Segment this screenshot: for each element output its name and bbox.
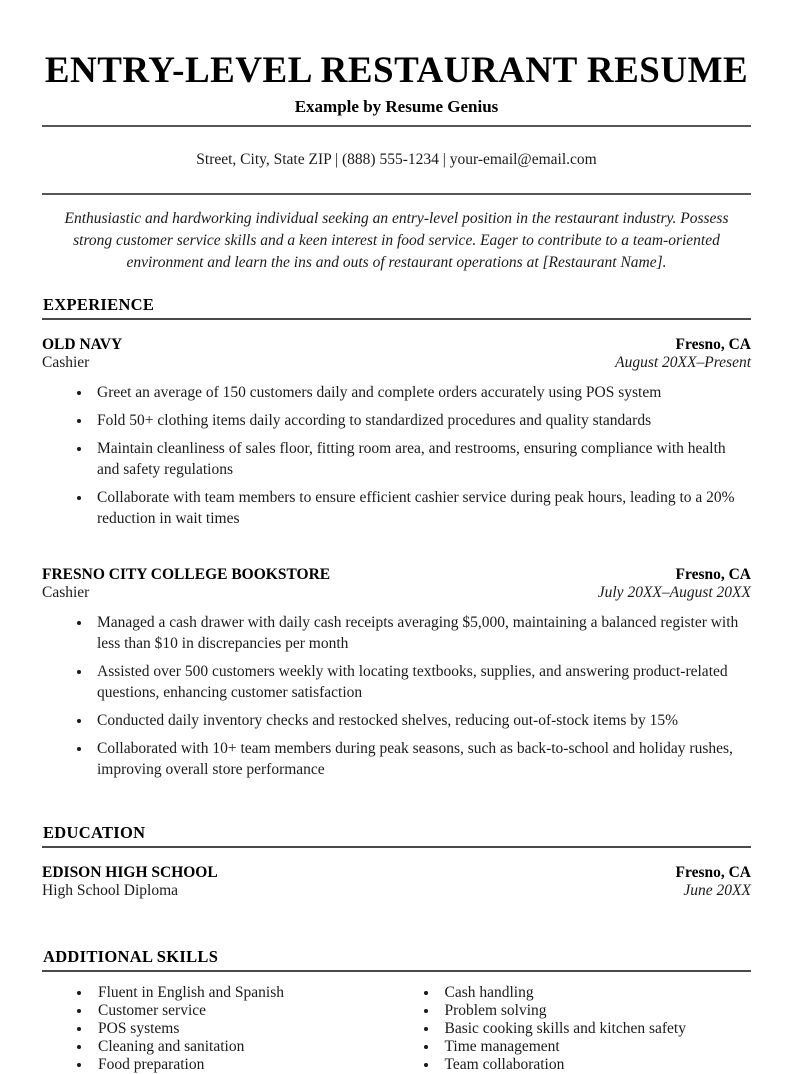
job-bullet: • Greet an average of 150 customers daily and complete orders accurately using POS system — [92, 382, 751, 403]
job-bullet: • Collaborate with team members to ensure efficient cashier service during peak hours, leading to a 20% reduction in wait times — [92, 487, 751, 529]
page-subtitle: Example by Resume Genius — [294, 97, 499, 116]
skills-section — [42, 947, 751, 1074]
skill-item: • Food preparation — [92, 1056, 397, 1074]
job-header-row — [42, 336, 751, 354]
skills-column-right — [397, 984, 752, 1074]
job-entry — [42, 566, 751, 780]
contact-line: Street, City, State ZIP | (888) 555-1234 | your-email@email.com — [196, 151, 597, 168]
education-section — [42, 823, 751, 900]
degree: High School Diploma — [42, 882, 179, 899]
skill-item: • Problem solving — [439, 1002, 752, 1020]
skills-column-left — [42, 984, 397, 1074]
skill-item: • Cleaning and sanitation — [92, 1038, 397, 1056]
job-dates: July 20XX–August 20XX — [597, 584, 751, 601]
company-name: FRESNO CITY COLLEGE BOOKSTORE — [42, 566, 331, 583]
job-bullet: • Assisted over 500 customers weekly with locating textbooks, supplies, and answering product-related questions, enhancing customer satisfaction — [92, 661, 751, 703]
section-heading-experience: EXPERIENCE — [42, 295, 751, 320]
school-location: Fresno, CA — [675, 864, 751, 881]
education-header-row — [42, 864, 751, 882]
job-bullet-list — [42, 612, 751, 780]
section-heading-skills: ADDITIONAL SKILLS — [42, 947, 751, 972]
skill-item: • Team collaboration — [439, 1056, 752, 1074]
education-entry — [42, 864, 751, 900]
page-title: ENTRY-LEVEL RESTAURANT RESUME — [44, 50, 749, 91]
header-divider-bottom — [42, 193, 751, 195]
job-location: Fresno, CA — [675, 566, 751, 583]
job-bullet: • Collaborated with 10+ team members during peak seasons, such as back-to-school and holiday rushes, improving overall store performance — [92, 738, 751, 780]
job-header-row — [42, 566, 751, 584]
company-name: OLD NAVY — [42, 336, 123, 353]
graduation-date: June 20XX — [683, 882, 751, 899]
job-bullet: • Conducted daily inventory checks and restocked shelves, reducing out-of-stock items by 15% — [92, 710, 751, 731]
skills-list-left — [42, 984, 397, 1074]
job-bullet: • Maintain cleanliness of sales floor, fitting room area, and restrooms, ensuring compliance with health and safety regulations — [92, 438, 751, 480]
job-title: Cashier — [42, 354, 90, 371]
education-subheader-row — [42, 882, 751, 900]
summary-text: Enthusiastic and hardworking individual seeking an entry-level position in the restaurant industry. Possess strong customer service skills and a keen interest in food service. Eager to contribute to a team-oriented environment and learn the ins and outs of restaurant operations at [Restaurant Name]. — [64, 210, 729, 271]
school-name: EDISON HIGH SCHOOL — [42, 864, 218, 881]
job-location: Fresno, CA — [675, 336, 751, 353]
job-entry — [42, 336, 751, 529]
job-title: Cashier — [42, 584, 90, 601]
skill-item: • Basic cooking skills and kitchen safety — [439, 1020, 752, 1038]
section-heading-education: EDUCATION — [42, 823, 751, 848]
skill-item: • Cash handling — [439, 984, 752, 1002]
skill-item: • Customer service — [92, 1002, 397, 1020]
job-subheader-row — [42, 584, 751, 602]
job-bullet-list — [42, 382, 751, 529]
experience-section — [42, 295, 751, 780]
header-divider-top — [42, 125, 751, 127]
job-bullet: • Managed a cash drawer with daily cash receipts averaging $5,000, maintaining a balanced register with less than $10 in discrepancies per month — [92, 612, 751, 654]
job-bullet: • Fold 50+ clothing items daily according to standardized procedures and quality standards — [92, 410, 751, 431]
job-dates: August 20XX–Present — [615, 354, 751, 371]
skill-item: • Fluent in English and Spanish — [92, 984, 397, 1002]
skill-item: • POS systems — [92, 1020, 397, 1038]
skills-columns — [42, 984, 751, 1074]
skill-item: • Time management — [439, 1038, 752, 1056]
skills-list-right — [397, 984, 752, 1074]
job-subheader-row — [42, 354, 751, 372]
